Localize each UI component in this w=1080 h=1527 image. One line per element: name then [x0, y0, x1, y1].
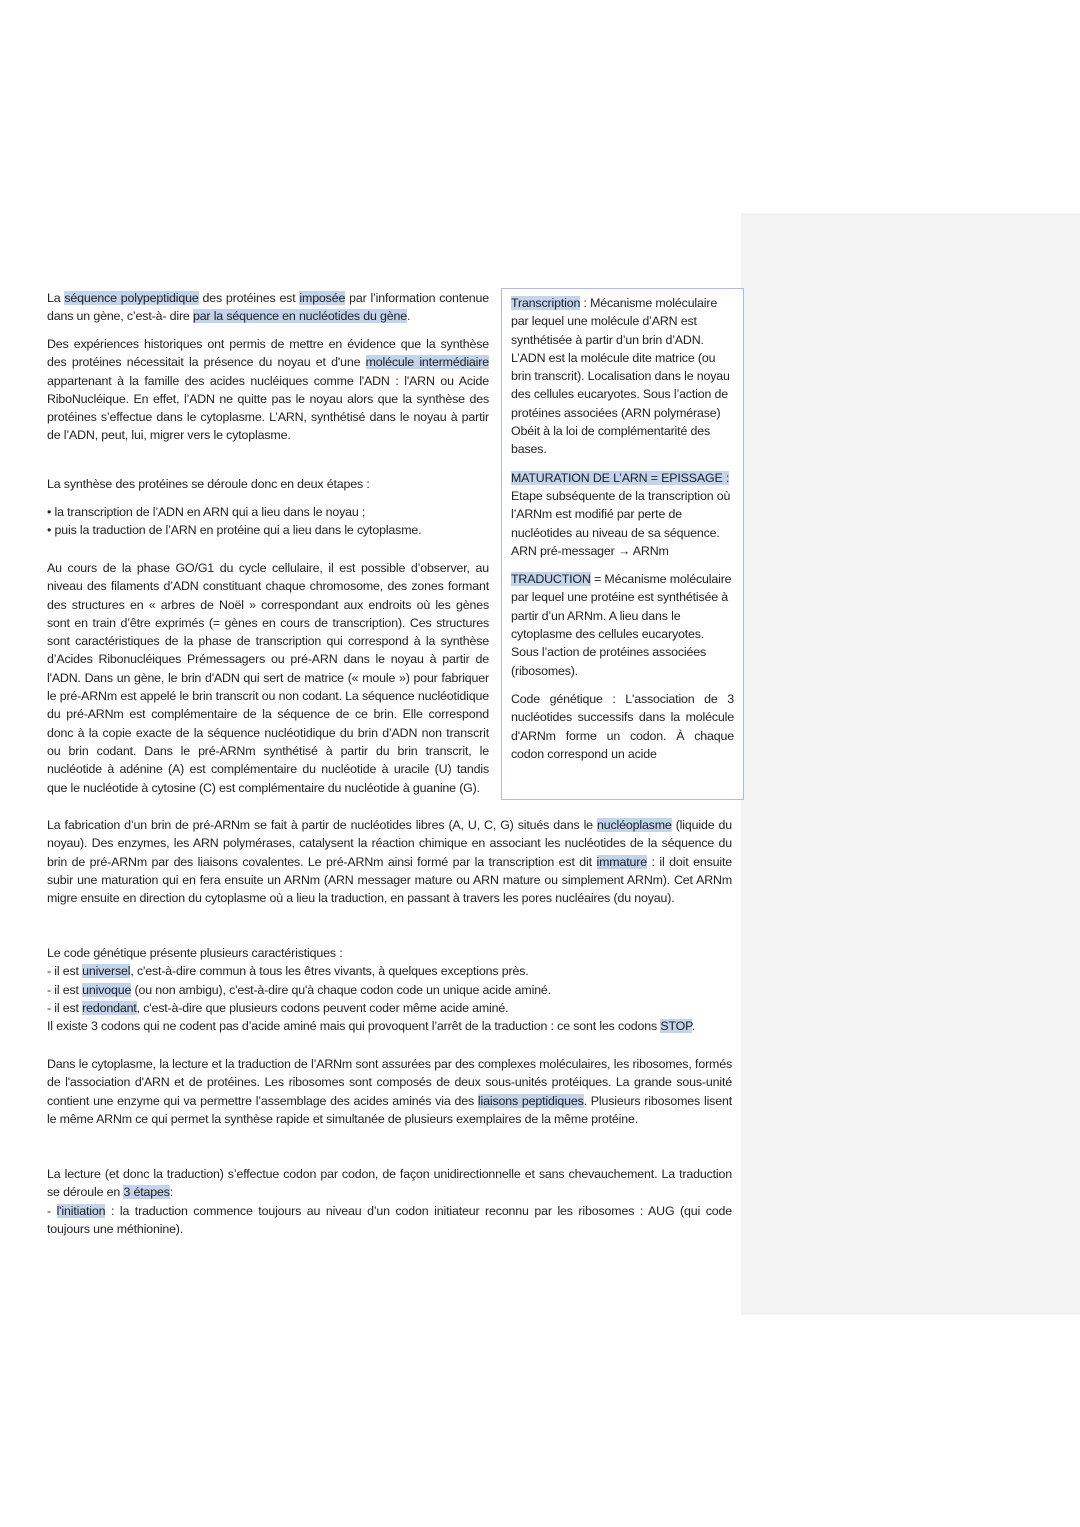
- text-segment: : Mécanisme moléculaire par lequel une molécule d’ARN est synthétisée à partir d’un brin d’ADN. L’ADN est la molécule dite matrice (ou brin transcrit). Localisation dans le noyau des cellules eucaryotes. Sous l’action de protéines associées (ARN polymérase) Obéit à la loi de complémentarité des bases.: [511, 296, 730, 457]
- highlighted-text: MATURATION DE L’ARN = EPISSAGE :: [511, 470, 730, 485]
- text-segment: , c'est-à-dire que plusieurs codons peuvent coder même acide aminé.: [136, 1000, 509, 1015]
- text-segment: : la traduction commence toujours au niveau d’un codon initiateur reconnu par les ribosomes : AUG (qui code toujours une méthionine).: [47, 1203, 732, 1236]
- bullet-item: • puis la traduction de l’ARN en protéine qui a lieu dans le cytoplasme.: [47, 523, 422, 538]
- text-segment: Le code génétique présente plusieurs caractéristiques :: [47, 946, 343, 960]
- highlighted-text: immature: [596, 854, 647, 869]
- highlighted-text: liaisons peptidiques: [477, 1093, 584, 1108]
- paragraph-fabrication: [47, 816, 732, 907]
- highlighted-text: Transcription: [511, 296, 581, 310]
- text-segment: appartenant à la famille des acides nucléiques comme l'ADN : l'ARN ou Acide RiboNucléique. En effet, l’ADN ne quitte pas le noyau alors que la synthèse des protéines s’effectue dans le cytoplasme. L’ARN, synthétisé dans le noyau à partir de l’ADN, peut, lui, migrer vers le cytoplasme.: [47, 373, 489, 443]
- comment-maturation: [511, 469, 734, 560]
- text-segment: Etape subséquente de la transcription où l’ARNm est modifié par perte de nucléotides au niveau de sa séquence. ARN pré-messager → ARNm: [511, 488, 731, 558]
- code-line-redondant: [47, 999, 732, 1017]
- code-line-univoque: [47, 981, 732, 999]
- text-segment: , c'est-à-dire commun à tous les êtres vivants, à quelques exceptions près.: [130, 964, 529, 979]
- paragraph-ribosomes: [47, 1055, 732, 1128]
- comment-box[interactable]: [501, 288, 744, 800]
- highlighted-text: 3 étapes: [123, 1185, 170, 1200]
- text-segment: :: [169, 1185, 174, 1200]
- text-segment: - il est: [47, 964, 83, 979]
- highlighted-text: nucléoplasme: [596, 818, 672, 832]
- text-segment: = Mécanisme moléculaire par lequel une protéine est synthétisée à partir d’un ARNm. A lieu dans le cytoplasme des cellules eucaryotes. Sous l’action de protéines associées (ribosomes).: [511, 572, 732, 678]
- text-segment: .: [407, 309, 411, 324]
- highlighted-text: imposée: [299, 291, 346, 305]
- highlighted-text: séquence polypeptidique: [64, 291, 199, 305]
- text-segment: Il existe 3 codons qui ne codent pas d’acide aminé mais qui provoquent l’arrêt de la traduction : ce sont les codons: [47, 1019, 661, 1034]
- text-segment: Dans le cytoplasme, la lecture et la traduction de l’ARNm sont assurées par des complexes moléculaires, les ribosomes, formés de l'association d'ARN et de protéines. Les ribosomes sont composés de deux sous-unités protéiques. La grande sous-unité contient une enzyme qui va permettre l’assemblage des acides aminés via des: [47, 1057, 732, 1108]
- text-segment: des protéines est: [198, 291, 300, 305]
- paragraph-lecture: [47, 1165, 732, 1238]
- text-segment: .: [691, 1019, 695, 1034]
- text-segment: La lecture (et donc la traduction) s’effectue codon par codon, de façon unidirectionnelle et sans chevauchement. La traduction se déroule en: [47, 1167, 732, 1200]
- comment-transcription: [511, 294, 734, 459]
- text-segment: La synthèse des protéines se déroule donc en deux étapes :: [47, 477, 370, 491]
- paragraph-experiences: [47, 335, 489, 445]
- text-segment: . Plusieurs ribosomes lisent le même ARNm ce qui permet la synthèse rapide et simultanée de plusieurs exemplaires de la même protéine.: [47, 1093, 732, 1126]
- text-segment: Code génétique : L'association de 3 nucléotides successifs dans la molécule d'ARNm forme un codon. À chaque codon correspond un acide: [511, 691, 734, 761]
- bullet-item: • la transcription de l’ADN en ARN qui a lieu dans le noyau ;: [47, 505, 366, 519]
- codons-stop-text: [47, 1017, 732, 1035]
- highlighted-text: l'initiation: [56, 1203, 106, 1218]
- code-line: [47, 944, 732, 962]
- bullet-list: [47, 503, 489, 540]
- text-segment: Des expériences historiques ont permis de mettre en évidence que la synthèse des protéines nécessitait la présence du noyau et d'une: [47, 337, 489, 370]
- text-segment: La: [47, 291, 65, 305]
- paragraph-code-genetique: [47, 944, 732, 1035]
- text-segment: par l’information contenue dans un gène, c’est-à- dire: [47, 291, 489, 324]
- text-segment: (ou non ambigu), c'est-à-dire qu'à chaque codon code un unique acide aminé.: [131, 982, 551, 997]
- text-segment: -: [47, 1203, 57, 1218]
- code-line-universel: [47, 962, 732, 980]
- text-segment: (liquide du noyau). Des enzymes, les ARN polymérases, catalysent la réaction chimique en associant les nucléotides de la séquence du brin de pré-ARNm par des liaisons covalentes. Le pré-ARNm ainsi formé par la transcription est dit: [47, 818, 732, 869]
- highlighted-text: univoque: [82, 982, 132, 997]
- highlighted-text: STOP: [660, 1019, 692, 1034]
- text-segment: - il est: [47, 1000, 83, 1015]
- highlighted-text: par la séquence en nucléotides du gène: [192, 309, 408, 324]
- highlighted-text: TRADUCTION: [511, 572, 591, 587]
- text-segment: : il doit ensuite subir une maturation qui en fera ensuite un ARNm (ARN messager mature ou ARN mature ou simplement ARNm). Cet ARNm migre ensuite en direction du cytoplasme où a lieu la traduction, en passant à travers les pores nucléaires (du noyau).: [47, 854, 732, 906]
- highlighted-text: universel: [82, 964, 131, 979]
- comment-margin-pane: [741, 213, 1080, 1315]
- text-segment: Au cours de la phase GO/G1 du cycle cellulaire, il est possible d’observer, au niveau des filaments d’ADN constituant chaque chromosome, des zones formant des structures en « arbres de Noël » correspondant aux endroits où les gènes sont en train d’être exprimés (= gènes en cours de transcription). Ces structures sont caractéristiques de la phase de transcription qui correspond à la synthèse d’Acides Ribonucléiques Prémessagers ou pré-ARN dans le noyau à partir de l'ADN. Dans un gène, le brin d'ADN qui sert de matrice (« moule ») pour fabriquer le pré-ARNm est appelé le brin transcrit ou non codant. La séquence nucléotidique du pré-ARNm est complémentaire de la séquence de ce brin. Elle correspond donc à la copie exacte de la séquence nucléotidique du brin d’ADN non transcrit ou brin codant. Dans le pré-ARNm synthétisé à partir du brin transcrit, le nucléotide à adénine (A) est complémentaire du nucléotide à uracile (U) tandis que le nucléotide à cytosine (C) est complémentaire du nucléotide à guanine (G).: [47, 561, 489, 795]
- lecture-text: [47, 1165, 732, 1202]
- text-segment: - il est: [47, 982, 83, 997]
- paragraph-sequence: [47, 289, 489, 326]
- initiation-text: [47, 1202, 732, 1239]
- text-segment: La fabrication d’un brin de pré-ARNm se fait à partir de nucléotides libres (A, U, C, G) situés dans le: [47, 818, 597, 832]
- highlighted-text: molécule intermédiaire: [365, 355, 489, 370]
- paragraph-phase-g0g1: [47, 559, 489, 797]
- paragraph-etapes: [47, 475, 489, 493]
- highlighted-text: redondant: [82, 1000, 137, 1015]
- comment-traduction: [511, 570, 734, 680]
- comment-code-genetique: [511, 690, 734, 763]
